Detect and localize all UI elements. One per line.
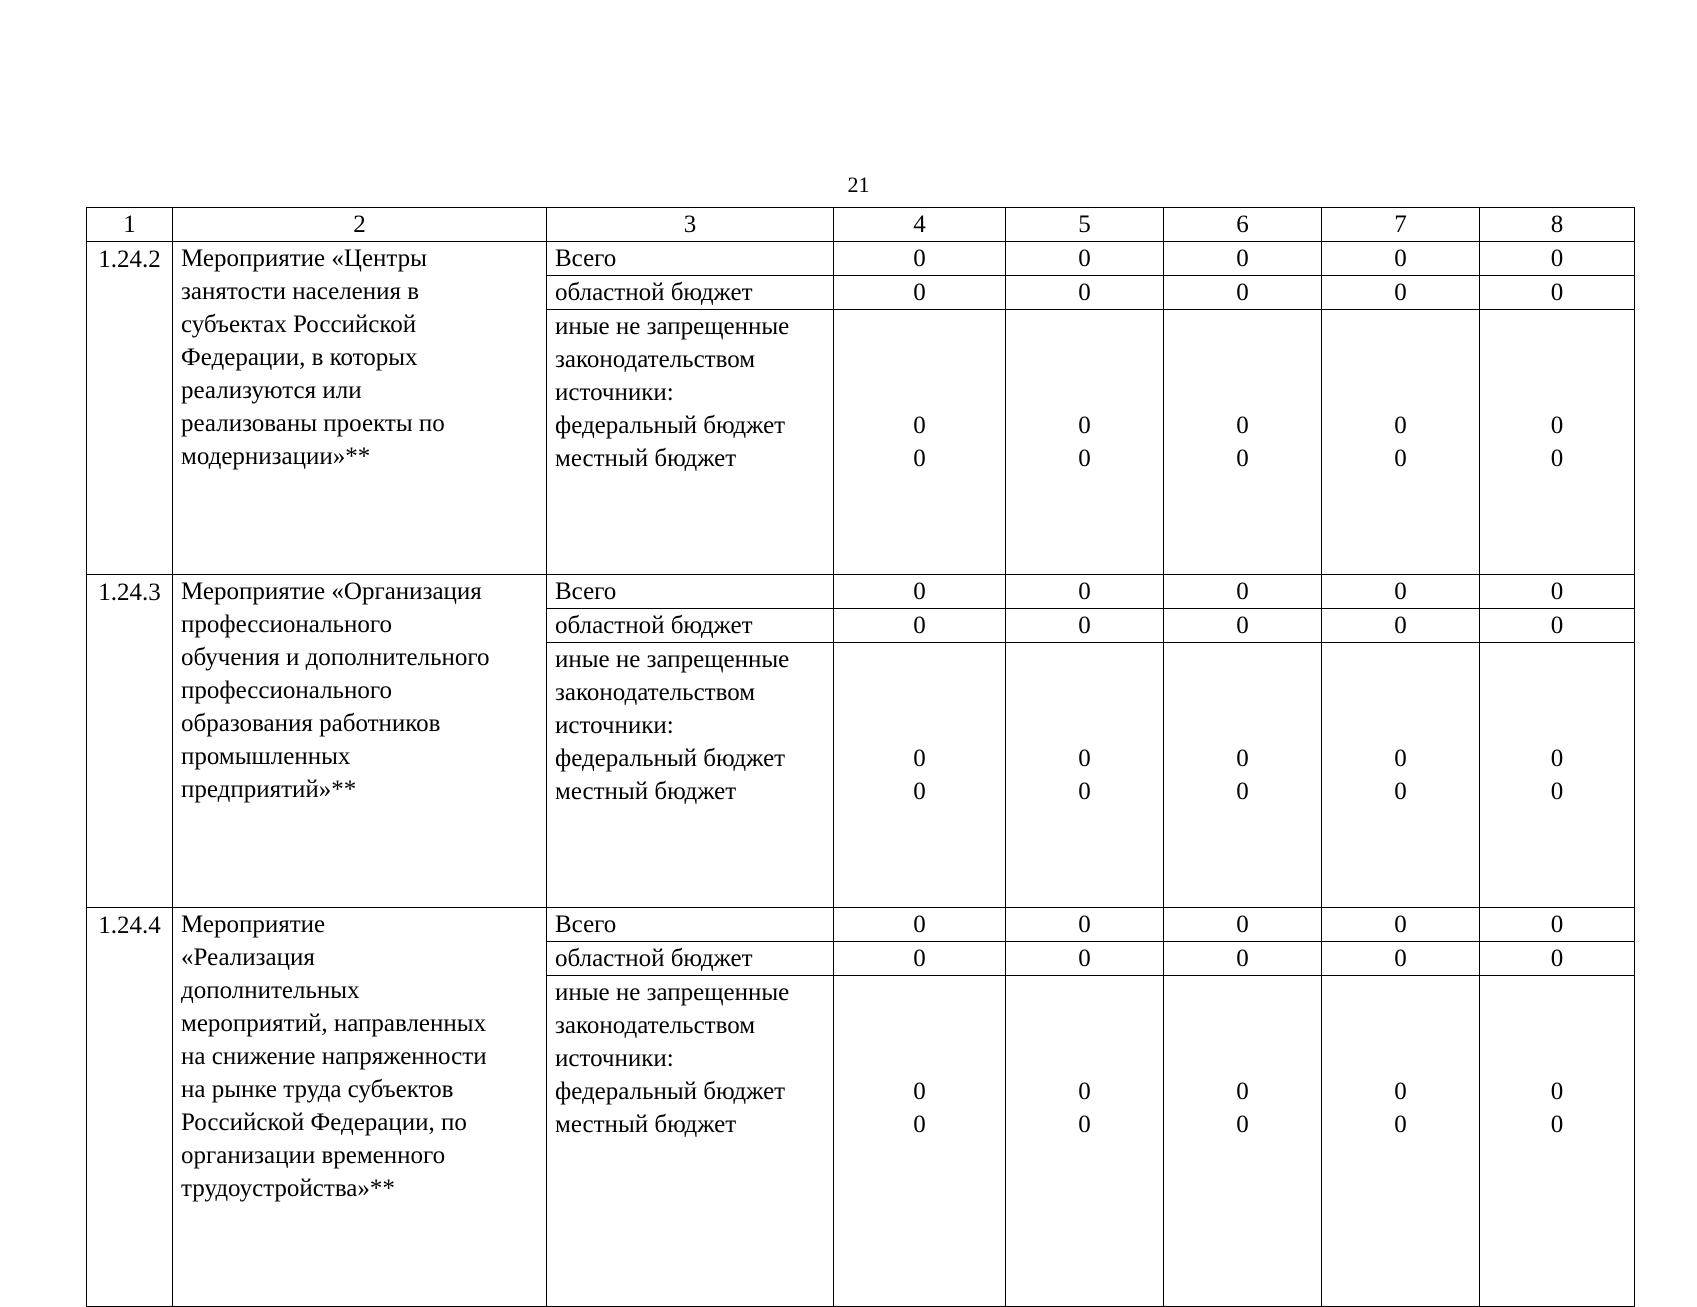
activity-title-line: занятости населения в [181, 278, 420, 305]
total-value: 0 [1164, 908, 1322, 942]
federal-budget-value: 0 [1394, 745, 1407, 772]
regional-budget-value: 0 [1322, 609, 1480, 643]
total-value: 0 [1164, 575, 1322, 609]
total-value: 0 [1480, 242, 1635, 276]
federal-budget-value: 0 [1394, 1078, 1407, 1105]
line-label-total: Всего [547, 242, 834, 276]
local-budget-value: 0 [1078, 778, 1091, 805]
activity-title-line: промышленных [181, 743, 351, 770]
activity-title-line: Российской Федерации, по [181, 1109, 467, 1136]
federal-budget-value: 0 [1078, 412, 1091, 439]
activity-title-line: профессионального [181, 611, 392, 638]
column-header-3: 3 [547, 208, 834, 242]
activity-total-row [87, 908, 1635, 942]
column-header-2: 2 [173, 208, 547, 242]
other-sources-values [834, 310, 1006, 575]
total-value: 0 [1006, 908, 1164, 942]
federal-budget-value: 0 [1078, 1078, 1091, 1105]
column-header-4: 4 [834, 208, 1006, 242]
regional-budget-value: 0 [1006, 942, 1164, 976]
line-label-other-sources: иные не запрещенные [555, 979, 790, 1006]
total-value: 0 [834, 908, 1006, 942]
budget-table [86, 207, 1635, 1307]
local-budget-value: 0 [1236, 1111, 1249, 1138]
activity-code: 1.24.3 [87, 575, 173, 908]
activity-code: 1.24.4 [87, 908, 173, 1307]
activity-title-line: Мероприятие [181, 911, 326, 938]
total-value: 0 [1164, 242, 1322, 276]
other-sources-values [1480, 643, 1635, 908]
activity-title-line: модернизации»** [181, 443, 371, 470]
total-value: 0 [834, 242, 1006, 276]
activity-title-line: профессионального [181, 677, 392, 704]
line-label-other-sources: источники: [555, 379, 674, 406]
local-budget-value: 0 [1078, 1111, 1091, 1138]
activity-title-line: дополнительных [181, 977, 360, 1004]
regional-budget-value: 0 [1480, 609, 1635, 643]
activity-code: 1.24.2 [87, 242, 173, 575]
line-label-total: Всего [547, 908, 834, 942]
regional-budget-value: 0 [834, 942, 1006, 976]
regional-budget-value: 0 [1164, 276, 1322, 310]
federal-budget-value: 0 [1236, 745, 1249, 772]
other-sources-values [1480, 976, 1635, 1307]
total-value: 0 [1006, 242, 1164, 276]
total-value: 0 [1322, 908, 1480, 942]
federal-budget-value: 0 [913, 412, 926, 439]
federal-budget-value: 0 [1236, 412, 1249, 439]
activity-title [173, 242, 547, 575]
other-sources-values [1006, 643, 1164, 908]
column-header-5: 5 [1006, 208, 1164, 242]
activity-title-line: обучения и дополнительного [181, 644, 490, 671]
local-budget-value: 0 [1236, 778, 1249, 805]
other-sources-values [1006, 310, 1164, 575]
activity-title-line: предприятий»** [181, 776, 357, 803]
other-sources-labels [547, 643, 834, 908]
line-label-other-sources: иные не запрещенные [555, 313, 790, 340]
local-budget-value: 0 [1550, 1111, 1564, 1138]
other-sources-labels [547, 310, 834, 575]
regional-budget-value: 0 [834, 609, 1006, 643]
local-budget-value: 0 [1394, 778, 1407, 805]
federal-budget-value: 0 [1078, 745, 1091, 772]
local-budget-value: 0 [1078, 445, 1091, 472]
line-label-other-sources: законодательством [555, 1012, 756, 1039]
other-sources-values [1164, 643, 1322, 908]
other-sources-values [1322, 643, 1480, 908]
line-label-local: местный бюджет [555, 1111, 737, 1138]
line-label-regional: областной бюджет [547, 609, 834, 643]
other-sources-labels [547, 976, 834, 1307]
regional-budget-value: 0 [1164, 609, 1322, 643]
line-label-total: Всего [547, 575, 834, 609]
activity-title-line: мероприятий, направленных [181, 1010, 487, 1037]
line-label-federal: федеральный бюджет [555, 412, 786, 439]
line-label-local: местный бюджет [555, 445, 737, 472]
local-budget-value: 0 [1394, 445, 1407, 472]
activity-title-line: реализованы проекты по [181, 410, 445, 437]
activity-title-line: на рынке труда субъектов [181, 1076, 454, 1103]
regional-budget-value: 0 [1006, 609, 1164, 643]
other-sources-values [834, 976, 1006, 1307]
other-sources-values [1322, 310, 1480, 575]
regional-budget-value: 0 [1322, 276, 1480, 310]
activity-title [173, 575, 547, 908]
line-label-federal: федеральный бюджет [555, 1078, 786, 1105]
line-label-other-sources: законодательством [555, 679, 756, 706]
federal-budget-value: 0 [913, 745, 926, 772]
other-sources-values [1164, 310, 1322, 575]
line-label-other-sources: иные не запрещенные [555, 646, 790, 673]
activity-title-line: Федерации, в которых [181, 344, 418, 371]
line-label-federal: федеральный бюджет [555, 745, 786, 772]
local-budget-value: 0 [1236, 445, 1249, 472]
activity-total-row [87, 575, 1635, 609]
federal-budget-value: 0 [1550, 1078, 1564, 1105]
regional-budget-value: 0 [1006, 276, 1164, 310]
activity-title-line: организации временного [181, 1142, 446, 1169]
other-sources-values [834, 643, 1006, 908]
total-value: 0 [1480, 908, 1635, 942]
regional-budget-value: 0 [1164, 942, 1322, 976]
federal-budget-value: 0 [1236, 1078, 1249, 1105]
activity-title-line: образования работников [181, 710, 441, 737]
header-row [87, 208, 1635, 242]
local-budget-value: 0 [913, 1111, 926, 1138]
other-sources-values [1006, 976, 1164, 1307]
total-value: 0 [1322, 242, 1480, 276]
local-budget-value: 0 [1550, 445, 1564, 472]
column-header-6: 6 [1164, 208, 1322, 242]
activity-total-row [87, 242, 1635, 276]
other-sources-values [1322, 976, 1480, 1307]
column-header-7: 7 [1322, 208, 1480, 242]
line-label-other-sources: источники: [555, 712, 674, 739]
regional-budget-value: 0 [1480, 942, 1635, 976]
local-budget-value: 0 [913, 778, 926, 805]
column-header-1: 1 [87, 208, 173, 242]
line-label-other-sources: законодательством [555, 346, 756, 373]
line-label-local: местный бюджет [555, 778, 737, 805]
local-budget-value: 0 [1394, 1111, 1407, 1138]
activity-title-line: реализуются или [181, 377, 362, 404]
page-number: 21 [847, 172, 870, 197]
activity-title [173, 908, 547, 1307]
federal-budget-value: 0 [913, 1078, 926, 1105]
other-sources-values [1480, 310, 1635, 575]
total-value: 0 [1006, 575, 1164, 609]
line-label-regional: областной бюджет [547, 276, 834, 310]
federal-budget-value: 0 [1550, 745, 1564, 772]
regional-budget-value: 0 [1322, 942, 1480, 976]
local-budget-value: 0 [1550, 778, 1564, 805]
total-value: 0 [1322, 575, 1480, 609]
regional-budget-value: 0 [834, 276, 1006, 310]
activity-title-line: Мероприятие «Организация [181, 578, 482, 605]
federal-budget-value: 0 [1394, 412, 1407, 439]
activity-title-line: «Реализация [181, 944, 315, 971]
line-label-regional: областной бюджет [547, 942, 834, 976]
activity-title-line: субъектах Российской [181, 311, 417, 338]
local-budget-value: 0 [913, 445, 926, 472]
activity-title-line: на снижение напряженности [181, 1043, 487, 1070]
activity-title-line: трудоустройства»** [181, 1175, 395, 1202]
other-sources-values [1164, 976, 1322, 1307]
line-label-other-sources: источники: [555, 1045, 674, 1072]
activity-title-line: Мероприятие «Центры [181, 245, 427, 272]
total-value: 0 [1480, 575, 1635, 609]
total-value: 0 [834, 575, 1006, 609]
column-header-8: 8 [1480, 208, 1635, 242]
federal-budget-value: 0 [1550, 412, 1564, 439]
regional-budget-value: 0 [1480, 276, 1635, 310]
